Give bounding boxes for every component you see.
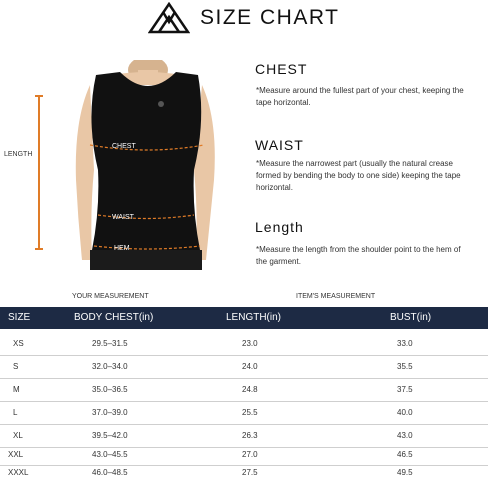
length-cell: 23.0 (242, 339, 258, 348)
body-chest-cell: 37.0–39.0 (92, 408, 128, 417)
length-cell: 27.0 (242, 450, 258, 459)
page-title: SIZE CHART (200, 6, 340, 29)
bust-cell: 37.5 (397, 385, 413, 394)
body-chest-cell: 43.0–45.5 (92, 450, 128, 459)
size-cell: S (13, 362, 19, 371)
header-body-chest: BODY CHEST(in) (74, 312, 154, 323)
waist-heading: WAIST (255, 137, 304, 153)
model-illustration (60, 60, 230, 270)
length-measure-line (38, 95, 40, 250)
length-cell: 26.3 (242, 431, 258, 440)
length-cell: 24.8 (242, 385, 258, 394)
bust-cell: 46.5 (397, 450, 413, 459)
length-cell: 27.5 (242, 468, 258, 477)
size-cell: XS (13, 339, 24, 348)
table-row (0, 356, 488, 378)
header-size: SIZE (8, 312, 31, 323)
size-cell: M (13, 385, 20, 394)
header-length: LENGTH(in) (226, 312, 282, 323)
size-cell: L (13, 408, 18, 417)
length-description: *Measure the length from the shoulder point to the hem of the garment. (256, 245, 461, 266)
your-measurement-caption: YOUR MEASUREMENT (72, 293, 149, 300)
bust-cell: 49.5 (397, 468, 413, 477)
header (0, 0, 488, 40)
length-cell: 24.0 (242, 362, 258, 371)
bust-cell: 40.0 (397, 408, 413, 417)
item-measurement-caption: ITEM'S MEASUREMENT (296, 293, 376, 300)
table-row (0, 333, 488, 355)
bust-cell: 43.0 (397, 431, 413, 440)
bust-cell: 35.5 (397, 362, 413, 371)
size-cell: XL (13, 431, 23, 440)
waist-label: WAIST (112, 214, 134, 221)
body-chest-cell: 35.0–36.5 (92, 385, 128, 394)
table-row (0, 379, 488, 401)
header-bust: BUST(in) (390, 312, 432, 323)
hem-label: HEM (114, 245, 130, 252)
chest-heading: CHEST (255, 61, 308, 77)
length-cell: 25.5 (242, 408, 258, 417)
length-label: LENGTH (4, 151, 33, 158)
mountain-logo-icon (148, 2, 190, 34)
body-chest-cell: 29.5–31.5 (92, 339, 128, 348)
length-heading: Length (255, 219, 304, 235)
table-row (0, 462, 488, 484)
waist-description: *Measure the narrowest part (usually the natural crease formed by bending the body to one side) keeping the tape horizontal. (256, 159, 461, 192)
bust-cell: 33.0 (397, 339, 413, 348)
body-chest-cell: 46.0–48.5 (92, 468, 128, 477)
body-chest-cell: 39.5–42.0 (92, 431, 128, 440)
size-cell: XXL (8, 450, 24, 459)
size-cell: XXXL (8, 468, 29, 477)
table-row (0, 402, 488, 424)
body-chest-cell: 32.0–34.0 (92, 362, 128, 371)
chest-description: *Measure around the fullest part of your chest, keeping the tape horizontal. (256, 86, 464, 107)
chest-label: CHEST (112, 143, 136, 150)
table-header (0, 307, 488, 329)
